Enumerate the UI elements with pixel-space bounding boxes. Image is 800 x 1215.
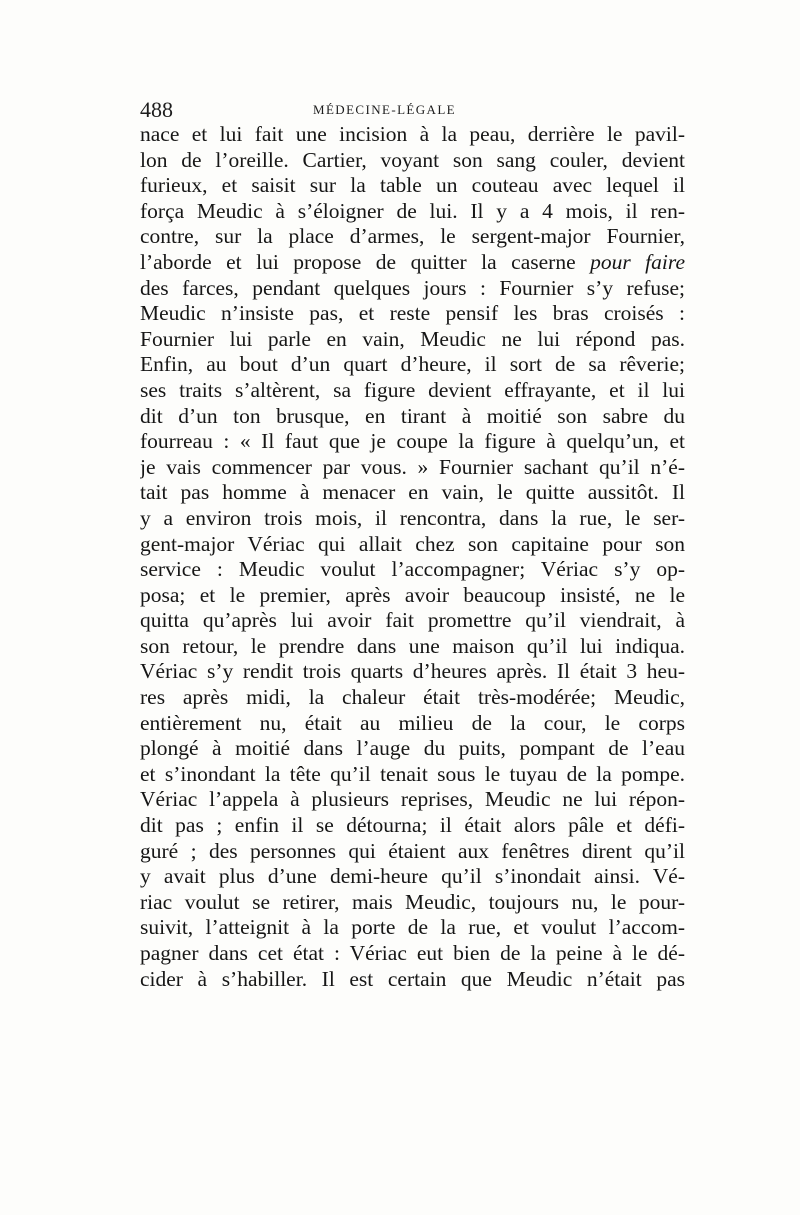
text-line: des farces, pendant quelques jours : Fournier s’y refuse; [140, 275, 685, 300]
text-line: dit pas ; enfin il se détourna; il était alors pâle et défi- [140, 813, 685, 838]
text-line: y avait plus d’une demi-heure qu’il s’inondait ainsi. Vé- [140, 864, 685, 889]
text-line: contre, sur la place d’armes, le sergent-major Fournier, [140, 224, 685, 249]
text-line [140, 250, 685, 276]
text-line: posa; et le premier, après avoir beaucoup insisté, ne le [140, 582, 685, 607]
text-line: riac voulut se retirer, mais Meudic, toujours nu, le pour- [140, 889, 685, 914]
text-line: ses traits s’altèrent, sa figure devient effrayante, et il lui [140, 377, 685, 402]
text-line: quitta qu’après lui avoir fait promettre qu’il viendrait, à [140, 608, 685, 633]
text-line: dit d’un ton brusque, en tirant à moitié son sabre du [140, 403, 685, 428]
text-line: son retour, le prendre dans une maison qu’il lui indiqua. [140, 633, 685, 658]
text-line: service : Meudic voulut l’accompagner; Vériac s’y op- [140, 557, 685, 582]
text-line: fourreau : « Il faut que je coupe la figure à quelqu’un, et [140, 429, 685, 454]
text-line: et s’inondant la tête qu’il tenait sous le tuyau de la pompe. [140, 761, 685, 786]
italic-phrase: pour faire [590, 249, 685, 274]
text-line: furieux, et saisit sur la table un couteau avec lequel il [140, 173, 685, 198]
text-line: je vais commencer par vous. » Fournier sachant qu’il n’é- [140, 454, 685, 479]
text-line: pagner dans cet état : Vériac eut bien de la peine à le dé- [140, 941, 685, 965]
text-line: entièrement nu, était au milieu de la cour, le corps [140, 710, 685, 735]
running-title: MÉDECINE-LÉGALE [313, 102, 457, 117]
text-line: suivit, l’atteignit à la porte de la rue, et voulut l’accom- [140, 915, 685, 940]
text-line: gent-major Vériac qui allait chez son capitaine pour son [140, 531, 685, 556]
text-line: nace et lui fait une incision à la peau, derrière le pavil- [140, 122, 685, 146]
text-line-roman: l’aborde et lui propose de quitter la caserne [140, 249, 576, 274]
text-line: guré ; des personnes qui étaient aux fenêtres dirent qu’il [140, 838, 685, 863]
text-line: Vériac l’appela à plusieurs reprises, Meudic ne lui répon- [140, 787, 685, 812]
text-line: Vériac s’y rendit trois quarts d’heures après. Il était 3 heu- [140, 659, 685, 684]
text-line: res après midi, la chaleur était très-modérée; Meudic, [140, 685, 685, 710]
page-number: 488 [140, 97, 173, 122]
text-line: força Meudic à s’éloigner de lui. Il y a 4 mois, il ren- [140, 198, 685, 223]
text-line: lon de l’oreille. Cartier, voyant son sang couler, devient [140, 147, 685, 172]
text-line: Meudic n’insiste pas, et reste pensif les bras croisés : [140, 301, 685, 326]
text-line: cider à s’habiller. Il est certain que Meudic n’était pas [140, 966, 685, 991]
text-line: tait pas homme à menacer en vain, le quitte aussitôt. Il [140, 480, 685, 505]
text-line: plongé à moitié dans l’auge du puits, pompant de l’eau [140, 736, 685, 761]
text-line: Fournier lui parle en vain, Meudic ne lui répond pas. [140, 326, 685, 351]
text-line: Enfin, au bout d’un quart d’heure, il sort de sa rêverie; [140, 352, 685, 377]
text-line: y a environ trois mois, il rencontra, dans la rue, le ser- [140, 505, 685, 530]
running-head [140, 97, 685, 123]
body-text [140, 122, 685, 992]
